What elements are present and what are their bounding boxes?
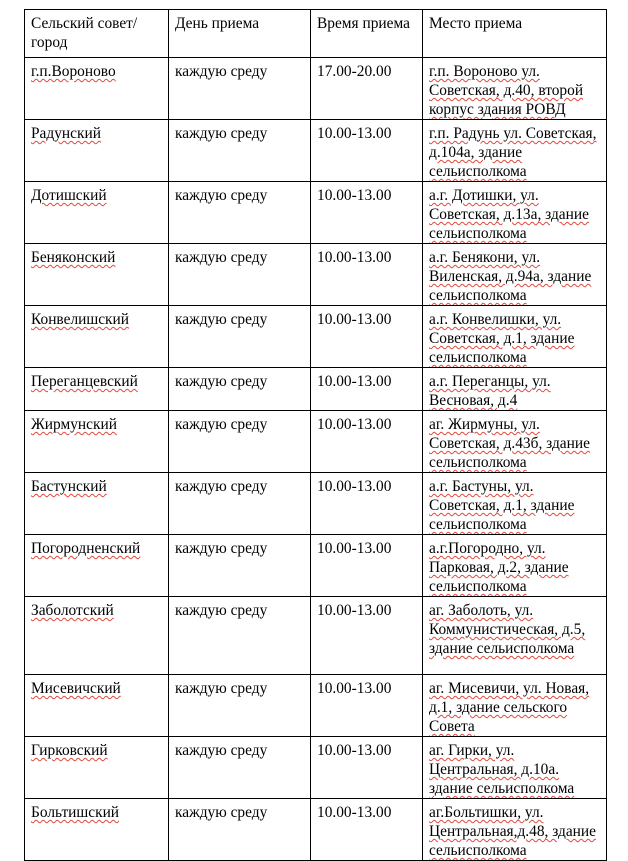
council-name: Мисевичский — [25, 675, 169, 737]
council-name: Гирковский — [25, 737, 169, 799]
reception-place: а.г. Переганцы, ул. Весновая, д.4 — [423, 368, 607, 411]
reception-time: 10.00-13.00 — [311, 411, 423, 473]
table-row — [25, 411, 607, 473]
reception-time: 17.00-20.00 — [311, 58, 423, 120]
table-row — [25, 368, 607, 411]
council-name: Погородненский — [25, 535, 169, 597]
reception-place: аг. Жирмуны, ул. Советская, д.43б, здание сельисполкома — [423, 411, 607, 473]
reception-day: каждую среду — [169, 244, 311, 306]
reception-day: каждую среду — [169, 58, 311, 120]
table-row — [25, 737, 607, 799]
reception-time: 10.00-13.00 — [311, 535, 423, 597]
reception-time: 10.00-13.00 — [311, 306, 423, 368]
reception-place: аг. Гирки, ул. Центральная, д.10а. здание сельисполкома — [423, 737, 607, 799]
reception-day: каждую среду — [169, 737, 311, 799]
reception-day: каждую среду — [169, 368, 311, 411]
table-row — [25, 799, 607, 861]
table-row — [25, 306, 607, 368]
header-council: Сельский совет/город — [25, 10, 169, 58]
reception-schedule-table — [24, 9, 607, 861]
table-row — [25, 58, 607, 120]
table-row — [25, 244, 607, 306]
council-name: Переганцевский — [25, 368, 169, 411]
reception-place: аг. Мисевичи, ул. Новая, д.1, здание сельского Совета — [423, 675, 607, 737]
council-name: Дотишский — [25, 182, 169, 244]
council-name: Беняконский — [25, 244, 169, 306]
reception-place: г.п. Радунь ул. Советская, д.104а, здание сельисполкома — [423, 120, 607, 182]
reception-time: 10.00-13.00 — [311, 799, 423, 861]
reception-time: 10.00-13.00 — [311, 182, 423, 244]
reception-place: г.п. Вороново ул. Советская, д.40, второй корпус здания РОВД — [423, 58, 607, 120]
table-header-row — [25, 10, 607, 58]
council-name: Бастунский — [25, 473, 169, 535]
reception-day: каждую среду — [169, 535, 311, 597]
council-name: Заболотский — [25, 597, 169, 675]
table-row — [25, 535, 607, 597]
reception-place: а.г.Погородно, ул. Парковая, д.2, здание сельисполкома — [423, 535, 607, 597]
table-row — [25, 182, 607, 244]
header-day: День приема — [169, 10, 311, 58]
reception-day: каждую среду — [169, 182, 311, 244]
reception-place: а.г. Бенякони, ул. Виленская, д.94а, здание сельисполкома — [423, 244, 607, 306]
header-place: Место приема — [423, 10, 607, 58]
table-row — [25, 120, 607, 182]
reception-time: 10.00-13.00 — [311, 120, 423, 182]
table-row — [25, 597, 607, 675]
reception-day: каждую среду — [169, 473, 311, 535]
reception-day: каждую среду — [169, 675, 311, 737]
reception-day: каждую среду — [169, 411, 311, 473]
reception-day: каждую среду — [169, 306, 311, 368]
reception-time: 10.00-13.00 — [311, 675, 423, 737]
reception-time: 10.00-13.00 — [311, 244, 423, 306]
council-name: Конвелишский — [25, 306, 169, 368]
reception-place: а.г. Бастуны, ул. Советская, д.1, здание сельисполкома — [423, 473, 607, 535]
reception-time: 10.00-13.00 — [311, 597, 423, 675]
reception-place: аг.Больтишки, ул. Центральная,д.48, здание сельисполкома — [423, 799, 607, 861]
council-name: Жирмунский — [25, 411, 169, 473]
reception-place: а.г. Конвелишки, ул. Советская, д.1, здание сельисполкома — [423, 306, 607, 368]
header-time: Время приема — [311, 10, 423, 58]
council-name: Больтишский — [25, 799, 169, 861]
council-name: г.п.Вороново — [25, 58, 169, 120]
reception-day: каждую среду — [169, 597, 311, 675]
reception-time: 10.00-13.00 — [311, 368, 423, 411]
reception-place: а.г. Дотишки, ул. Советская, д.13а, здание сельисполкома — [423, 182, 607, 244]
reception-time: 10.00-13.00 — [311, 737, 423, 799]
reception-time: 10.00-13.00 — [311, 473, 423, 535]
reception-day: каждую среду — [169, 799, 311, 861]
reception-place: аг. Заболоть, ул. Коммунистическая, д.5, здание сельисполкома — [423, 597, 607, 675]
council-name: Радунский — [25, 120, 169, 182]
reception-day: каждую среду — [169, 120, 311, 182]
table-row — [25, 675, 607, 737]
table-row — [25, 473, 607, 535]
